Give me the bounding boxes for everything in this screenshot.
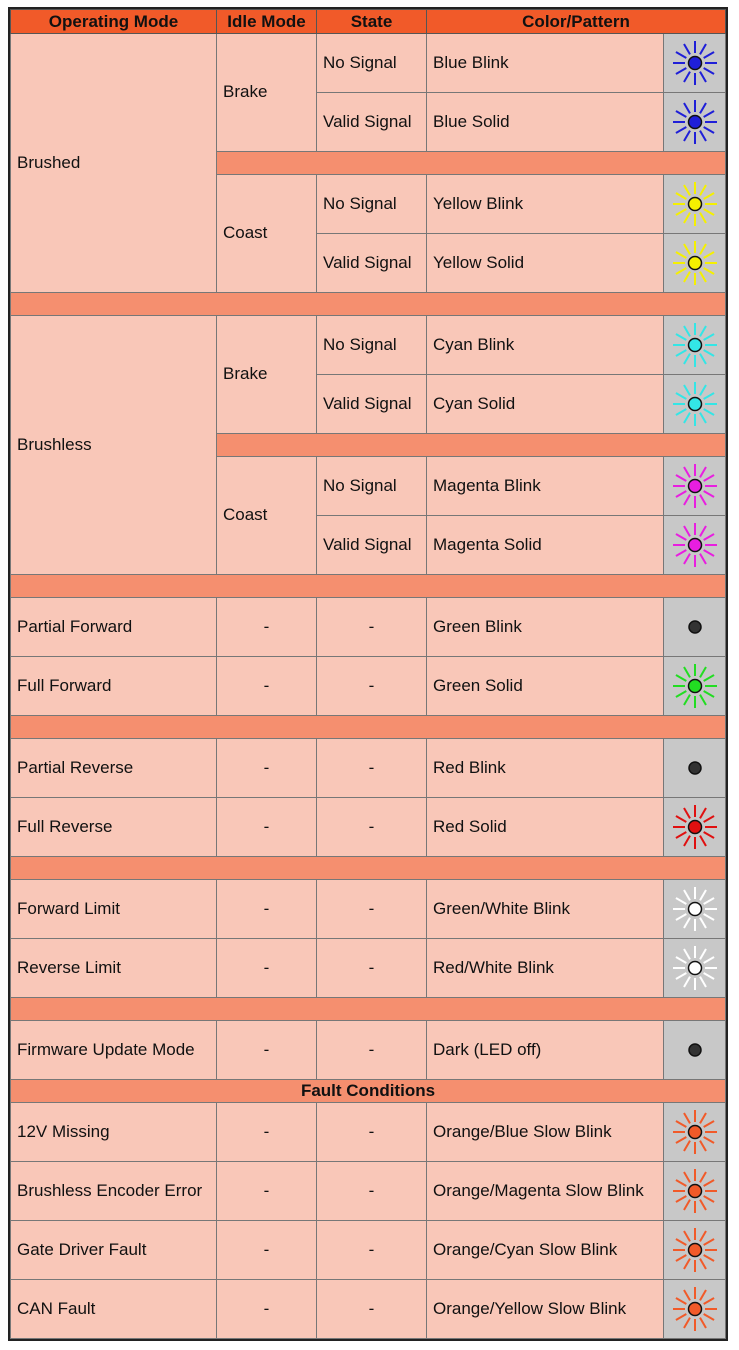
separator-cell — [11, 574, 726, 597]
state-cell: - — [317, 1162, 427, 1221]
idle-cell: - — [217, 938, 317, 997]
mode-cell: Full Forward — [11, 656, 217, 715]
table-row — [11, 1220, 726, 1279]
led-indicator-icon — [664, 374, 726, 433]
led-indicator-icon — [664, 92, 726, 151]
table-row — [11, 656, 726, 715]
mode-cell: Reverse Limit — [11, 938, 217, 997]
pattern-cell: Red/White Blink — [427, 938, 664, 997]
idle-cell: - — [217, 797, 317, 856]
idle-coast: Coast — [217, 175, 317, 293]
separator-row — [11, 292, 726, 315]
pattern-cell: Orange/Yellow Slow Blink — [427, 1279, 664, 1338]
state-cell: - — [317, 880, 427, 939]
led-indicator-icon — [664, 457, 726, 516]
mode-cell: CAN Fault — [11, 1279, 217, 1338]
separator-row — [11, 856, 726, 879]
led-indicator-icon — [664, 1103, 726, 1162]
separator-row — [11, 715, 726, 738]
state-no-signal: No Signal — [317, 175, 427, 234]
pattern-cell: Green Blink — [427, 598, 664, 657]
separator-cell — [11, 715, 726, 738]
led-indicator-icon — [664, 1162, 726, 1221]
table-row — [11, 938, 726, 997]
led-status-table — [10, 9, 726, 1339]
state-valid-signal: Valid Signal — [317, 515, 427, 574]
pattern-cell: Magenta Blink — [427, 457, 664, 516]
state-valid-signal: Valid Signal — [317, 374, 427, 433]
pattern-cell: Yellow Blink — [427, 175, 664, 234]
mode-cell: Firmware Update Mode — [11, 1021, 217, 1080]
mode-cell: Partial Reverse — [11, 739, 217, 798]
header-row — [11, 10, 726, 34]
led-indicator-icon — [664, 34, 726, 93]
table-row — [11, 1279, 726, 1338]
pattern-cell: Green/White Blink — [427, 880, 664, 939]
idle-brake: Brake — [217, 316, 317, 434]
led-indicator-icon — [664, 1021, 726, 1080]
state-cell: - — [317, 739, 427, 798]
state-cell: - — [317, 938, 427, 997]
pattern-cell: Blue Solid — [427, 92, 664, 151]
led-indicator-icon — [664, 739, 726, 798]
fault-section-row — [11, 1079, 726, 1102]
idle-cell: - — [217, 598, 317, 657]
state-cell: - — [317, 1279, 427, 1338]
state-cell: - — [317, 1103, 427, 1162]
table-row — [11, 739, 726, 798]
pattern-cell: Red Blink — [427, 739, 664, 798]
idle-cell: - — [217, 739, 317, 798]
state-cell: - — [317, 1021, 427, 1080]
led-indicator-icon — [664, 316, 726, 375]
state-no-signal: No Signal — [317, 34, 427, 93]
idle-cell: - — [217, 1103, 317, 1162]
table-row — [11, 1021, 726, 1080]
led-indicator-icon — [664, 233, 726, 292]
table-row — [11, 34, 726, 93]
header-state: State — [317, 10, 427, 34]
fault-section-title: Fault Conditions — [11, 1079, 726, 1102]
mode-cell: Brushless Encoder Error — [11, 1162, 217, 1221]
pattern-cell: Green Solid — [427, 656, 664, 715]
idle-cell: - — [217, 1162, 317, 1221]
led-indicator-icon — [664, 656, 726, 715]
pattern-cell: Yellow Solid — [427, 233, 664, 292]
separator-cell — [11, 856, 726, 879]
pattern-cell: Orange/Cyan Slow Blink — [427, 1220, 664, 1279]
idle-cell: - — [217, 880, 317, 939]
idle-cell: - — [217, 656, 317, 715]
led-indicator-icon — [664, 175, 726, 234]
separator-cell — [217, 151, 726, 174]
table-row — [11, 598, 726, 657]
table-row — [11, 880, 726, 939]
state-cell: - — [317, 1220, 427, 1279]
led-indicator-icon — [664, 1279, 726, 1338]
mode-cell: Full Reverse — [11, 797, 217, 856]
led-indicator-icon — [664, 598, 726, 657]
pattern-cell: Orange/Blue Slow Blink — [427, 1103, 664, 1162]
state-no-signal: No Signal — [317, 457, 427, 516]
idle-cell: - — [217, 1220, 317, 1279]
mode-brushed: Brushed — [11, 34, 217, 293]
header-color-pattern: Color/Pattern — [427, 10, 726, 34]
idle-coast: Coast — [217, 457, 317, 575]
idle-cell: - — [217, 1021, 317, 1080]
led-indicator-icon — [664, 938, 726, 997]
table-row — [11, 316, 726, 375]
table-row — [11, 1103, 726, 1162]
mode-brushless: Brushless — [11, 316, 217, 575]
separator-cell — [11, 997, 726, 1020]
pattern-cell: Cyan Solid — [427, 374, 664, 433]
state-valid-signal: Valid Signal — [317, 233, 427, 292]
pattern-cell: Magenta Solid — [427, 515, 664, 574]
led-indicator-icon — [664, 1220, 726, 1279]
idle-cell: - — [217, 1279, 317, 1338]
led-indicator-icon — [664, 880, 726, 939]
pattern-cell: Dark (LED off) — [427, 1021, 664, 1080]
state-cell: - — [317, 656, 427, 715]
mode-cell: 12V Missing — [11, 1103, 217, 1162]
table-row — [11, 1162, 726, 1221]
pattern-cell: Orange/Magenta Slow Blink — [427, 1162, 664, 1221]
pattern-cell: Red Solid — [427, 797, 664, 856]
state-valid-signal: Valid Signal — [317, 92, 427, 151]
state-cell: - — [317, 598, 427, 657]
mode-cell: Gate Driver Fault — [11, 1220, 217, 1279]
state-no-signal: No Signal — [317, 316, 427, 375]
state-cell: - — [317, 797, 427, 856]
separator-cell — [11, 292, 726, 315]
mode-cell: Partial Forward — [11, 598, 217, 657]
pattern-cell: Cyan Blink — [427, 316, 664, 375]
separator-cell — [217, 433, 726, 456]
led-indicator-icon — [664, 515, 726, 574]
separator-row — [11, 997, 726, 1020]
led-indicator-icon — [664, 797, 726, 856]
idle-brake: Brake — [217, 34, 317, 152]
header-operating-mode: Operating Mode — [11, 10, 217, 34]
table-row — [11, 797, 726, 856]
mode-cell: Forward Limit — [11, 880, 217, 939]
pattern-cell: Blue Blink — [427, 34, 664, 93]
header-idle-mode: Idle Mode — [217, 10, 317, 34]
led-status-table-container — [10, 9, 725, 1339]
separator-row — [11, 574, 726, 597]
